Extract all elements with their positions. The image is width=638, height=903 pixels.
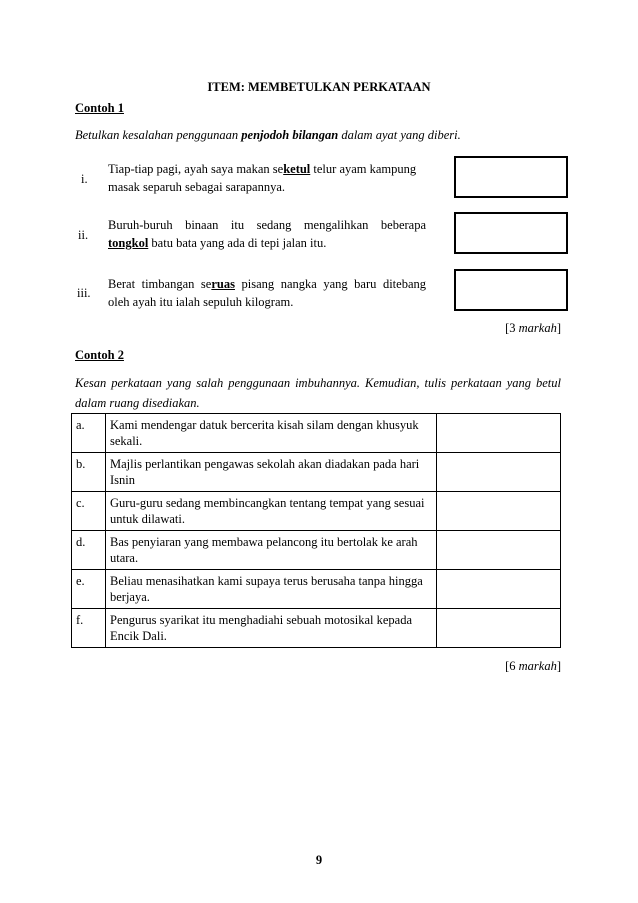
text-segment: telur ayam kampung [310, 162, 417, 176]
page-number: 9 [315, 853, 323, 867]
item-text [108, 160, 426, 196]
table-row [72, 570, 561, 609]
contoh1-instruction-post: dalam ayat yang diberi. [338, 128, 461, 142]
row-text: Beliau menasihatkan kami supaya terus berusaha tanpa hingga berjaya. [106, 570, 437, 609]
item-line [108, 178, 426, 196]
answer-cell[interactable] [437, 414, 561, 453]
answer-cell[interactable] [437, 570, 561, 609]
text-segment: pisang nangka yang baru ditebang [234, 277, 426, 291]
text-segment: Tiap-tiap pagi, ayah saya makan se [108, 162, 284, 176]
error-word: ketul [283, 162, 311, 176]
item-line [108, 160, 426, 178]
row-text: Kami mendengar datuk bercerita kisah silam dengan khusyuk sekali. [106, 414, 437, 453]
item-line [108, 216, 426, 234]
item-number: ii. [78, 228, 89, 242]
error-word: ruas [211, 277, 235, 291]
text-segment: Berat timbangan se [108, 277, 212, 291]
marks-word: markah [518, 659, 557, 673]
page-title: ITEM: MEMBETULKAN PERKATAAN [207, 80, 431, 94]
marks-close: ] [556, 659, 561, 673]
contoh1-instruction-pre: Betulkan kesalahan penggunaan [75, 128, 242, 142]
row-label: a. [72, 414, 106, 453]
item-number: i. [81, 172, 88, 186]
item-number: iii. [77, 286, 91, 300]
table-row [72, 531, 561, 570]
contoh2-heading: Contoh 2 [75, 348, 124, 362]
row-text: Majlis perlantikan pengawas sekolah akan diadakan pada hari Isnin [106, 453, 437, 492]
text-segment: masak separuh sebagai sarapannya. [108, 180, 286, 194]
table-row [72, 453, 561, 492]
table-row [72, 492, 561, 531]
answer-box[interactable] [454, 212, 568, 254]
answer-cell[interactable] [437, 609, 561, 648]
text-segment: oleh ayah itu ialah sepuluh kilogram. [108, 295, 294, 309]
marks-close: ] [556, 321, 561, 335]
contoh1-heading: Contoh 1 [75, 101, 124, 115]
marks-open: [6 [505, 659, 519, 673]
row-label: e. [72, 570, 106, 609]
row-text: Guru-guru sedang membincangkan tentang tempat yang sesuai untuk dilawati. [106, 492, 437, 531]
item-text [108, 275, 426, 311]
marks-label [400, 659, 561, 674]
item-text [108, 216, 426, 252]
row-label: c. [72, 492, 106, 531]
text-segment: Buruh-buruh binaan itu sedang mengalihkan beberapa [108, 218, 426, 232]
item-line [108, 293, 426, 311]
contoh1-instruction [75, 128, 461, 143]
contoh2-table [71, 413, 561, 648]
text-segment: batu bata yang ada di tepi jalan itu. [148, 236, 327, 250]
answer-cell[interactable] [437, 453, 561, 492]
answer-cell[interactable] [437, 531, 561, 570]
contoh2-instruction: Kesan perkataan yang salah penggunaan imbuhannya. Kemudian, tulis perkataan yang betul dalam ruang disediakan. [75, 376, 561, 410]
marks-open: [3 [505, 321, 519, 335]
row-label: f. [72, 609, 106, 648]
row-label: b. [72, 453, 106, 492]
error-word: tongkol [108, 236, 149, 250]
table-row [72, 609, 561, 648]
row-text: Bas penyiaran yang membawa pelancong itu bertolak ke arah utara. [106, 531, 437, 570]
marks-word: markah [518, 321, 557, 335]
answer-box[interactable] [454, 269, 568, 311]
item-line [108, 275, 426, 293]
row-label: d. [72, 531, 106, 570]
answer-cell[interactable] [437, 492, 561, 531]
item-line [108, 234, 426, 252]
marks-label [400, 321, 561, 336]
table-row [72, 414, 561, 453]
contoh1-instruction-bold: penjodoh bilangan [241, 128, 339, 142]
row-text: Pengurus syarikat itu menghadiahi sebuah motosikal kepada Encik Dali. [106, 609, 437, 648]
answer-box[interactable] [454, 156, 568, 198]
